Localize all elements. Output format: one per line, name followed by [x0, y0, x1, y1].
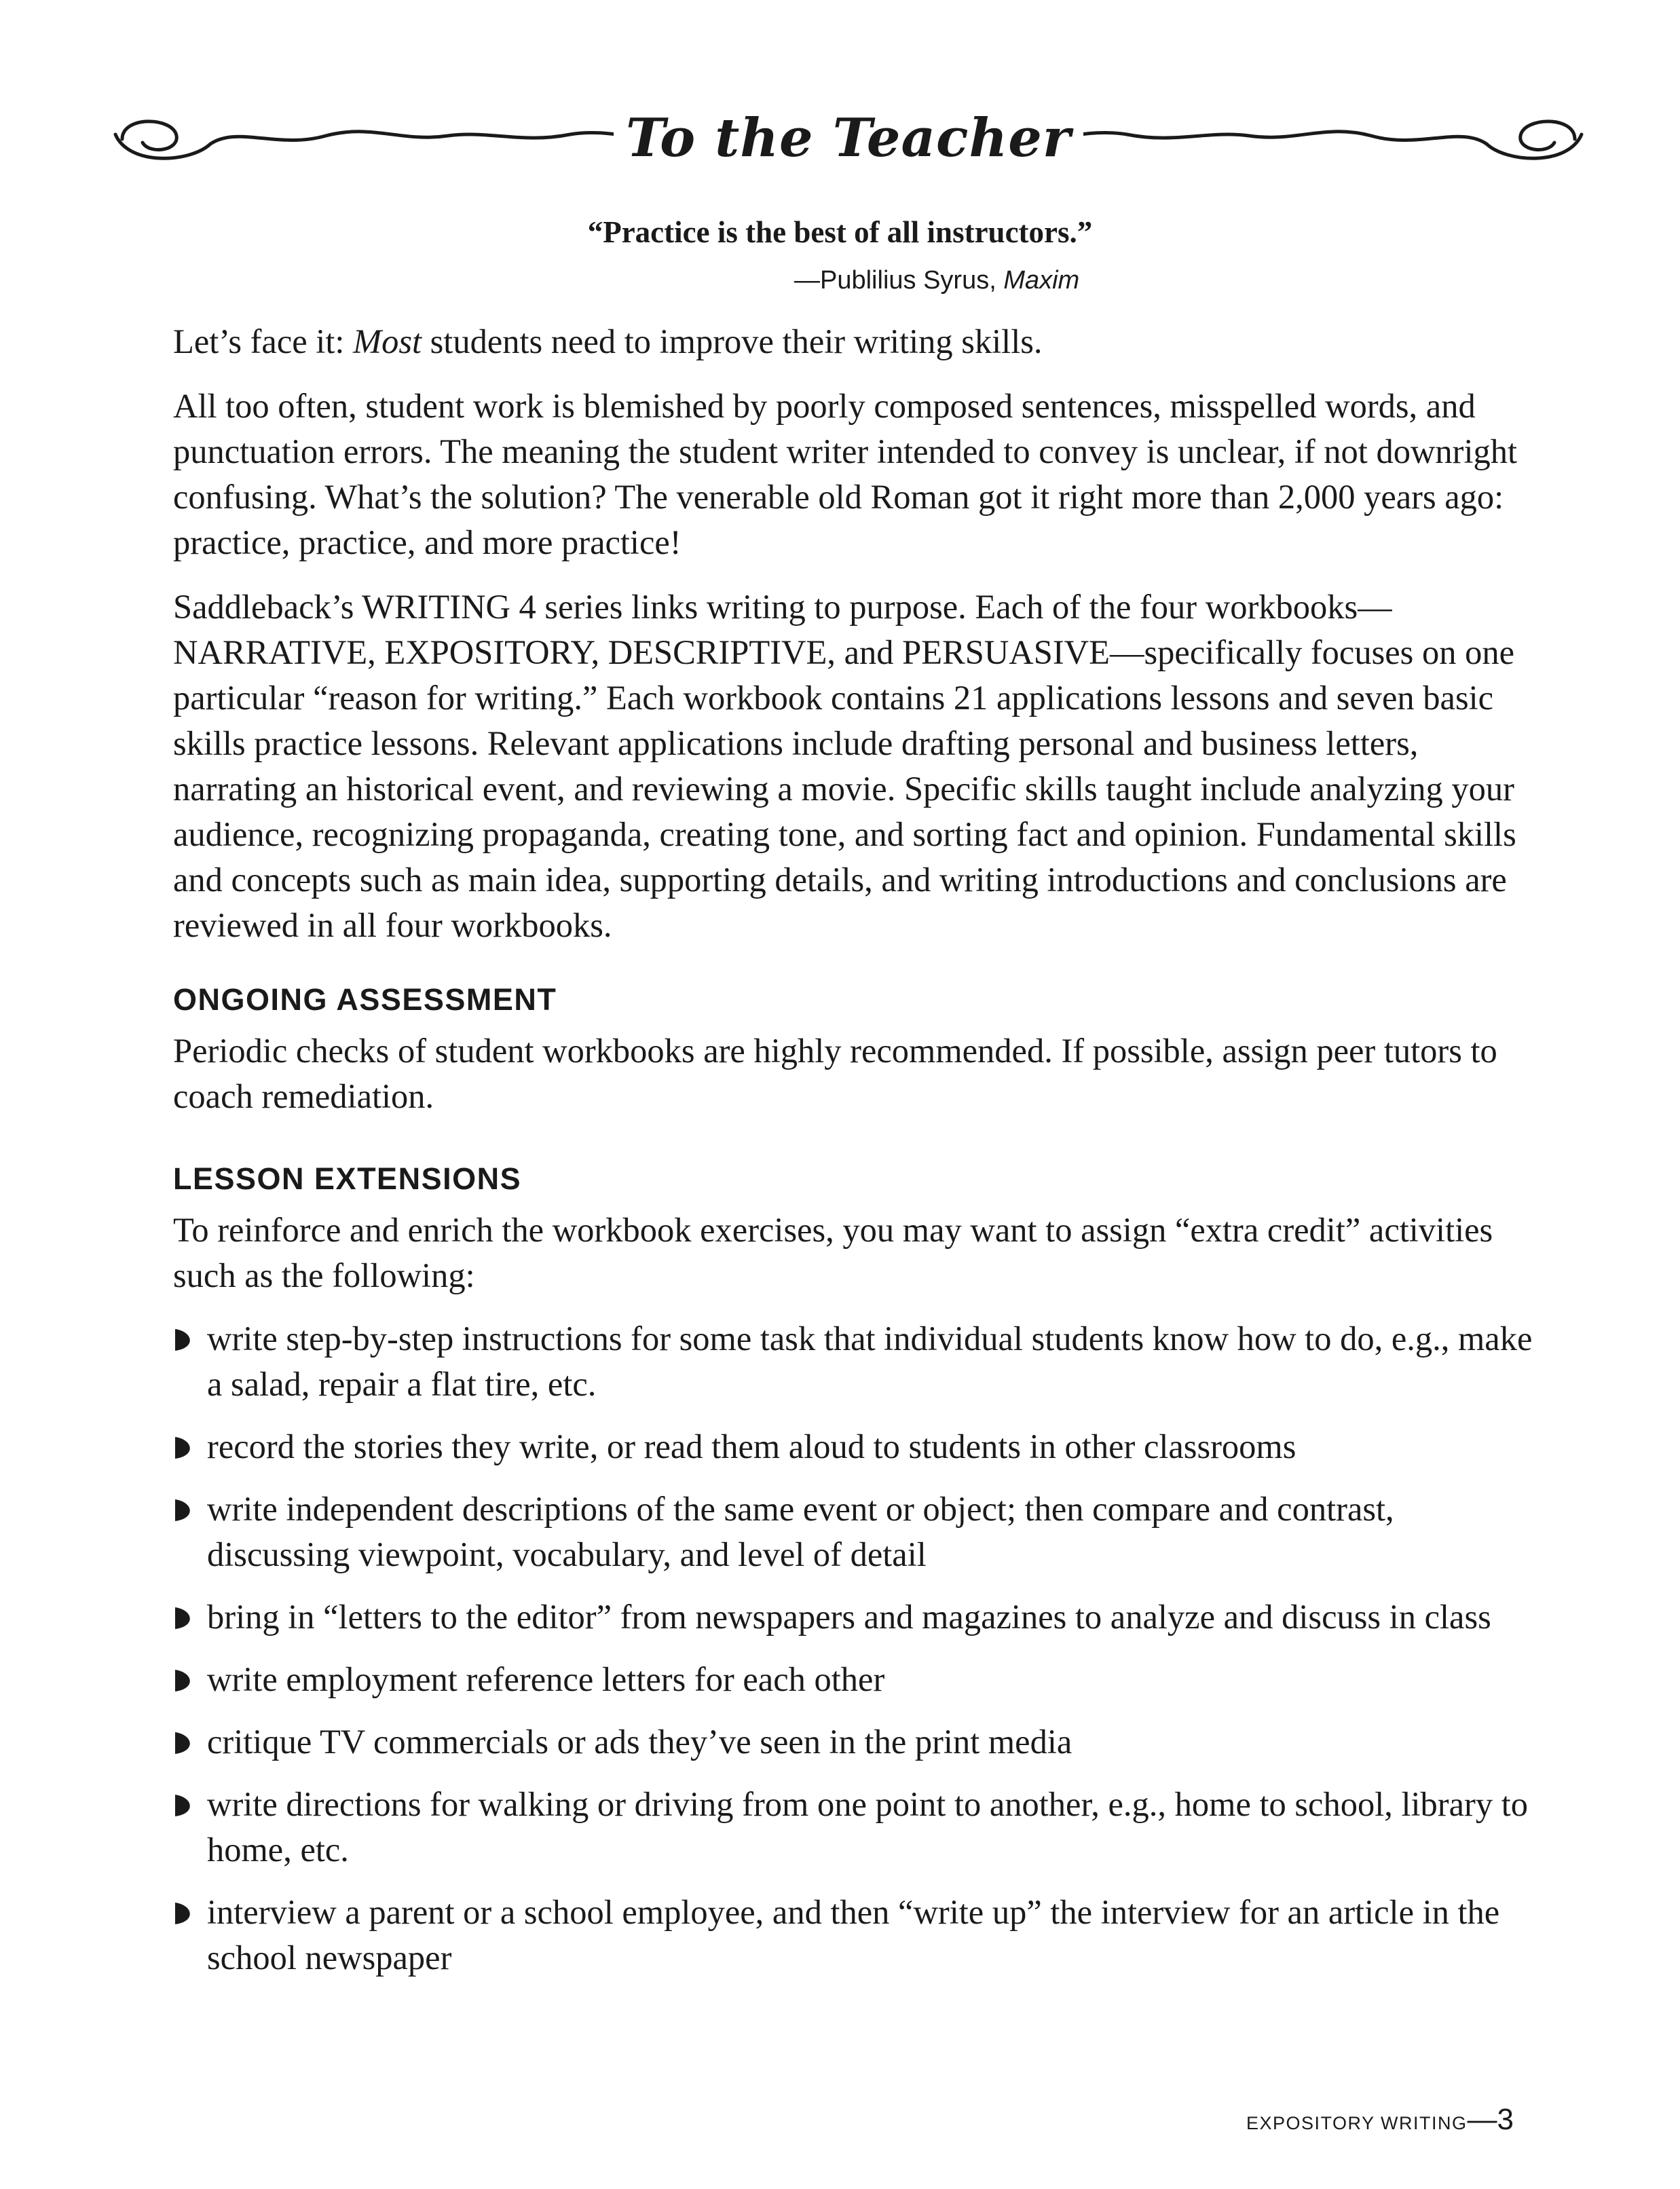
list-item: write independent descriptions of the same event or object; then compare and contrast, discussing viewpoint, vocabulary, and level of detail — [173, 1486, 1534, 1577]
page-footer — [1246, 2103, 1514, 2137]
list-item: write step-by-step instructions for some task that individual students know how to do, e.g., make a salad, repair a flat tire, etc. — [173, 1316, 1534, 1407]
page-title: To the Teacher — [109, 107, 1588, 169]
bullet-icon — [173, 1328, 196, 1352]
list-item: interview a parent or a school employee, and then “write up” the interview for an article in the school newspaper — [173, 1890, 1534, 1981]
bullet-icon — [173, 1901, 196, 1926]
bullet-icon — [173, 1606, 196, 1630]
paragraph: Saddleback’s WRITING 4 series links writing to purpose. Each of the four workbooks—NARRATIVE, EXPOSITORY, DESCRIPTIVE, and PERSUASIVE—specifically focuses on one particular “reason for writing.” Each workbook contains 21 applications lessons and seven basic skills practice lessons. Relevant applications include drafting personal and business letters, narrating an historical event, and reviewing a movie. Specific skills taught include analyzing your audience, recognizing propaganda, creating tone, and sorting fact and opinion. Fundamental skills and concepts such as main idea, supporting details, and writing introductions and conclusions are reviewed in all four workbooks. — [173, 588, 1516, 944]
extensions-intro: To reinforce and enrich the workbook exercises, you may want to assign “extra credit” activities such as the following: — [173, 1211, 1493, 1294]
list-item: write directions for walking or driving from one point to another, e.g., home to school, library to home, etc. — [173, 1782, 1534, 1873]
epigraph-attribution: —Publilius Syrus, Maxim — [794, 266, 1080, 295]
bullet-icon — [173, 1668, 196, 1693]
section-heading-extensions: LESSON EXTENSIONS — [173, 1161, 522, 1196]
bullet-icon — [173, 1498, 196, 1522]
title-banner — [109, 102, 1588, 176]
list-item: record the stories they write, or read them aloud to students in other classrooms — [173, 1424, 1534, 1470]
epigraph-quote: “Practice is the best of all instructors.” — [587, 215, 1093, 249]
list-item: write employment reference letters for each other — [173, 1657, 1534, 1702]
assessment-paragraph: Periodic checks of student workbooks are highly recommended. If possible, assign peer tutors to coach remediation. — [173, 1032, 1497, 1115]
paragraph: All too often, student work is blemished by poorly composed sentences, misspelled words, and punctuation errors. The meaning the student writer intended to convey is unclear, if not downright confusing. What’s the solution? The venerable old Roman got it right more than 2,000 years ago: practice, practice, and more practice! — [173, 387, 1518, 561]
book-title: EXPOSITORY WRITING — [1246, 2113, 1468, 2133]
body-text — [173, 319, 1534, 1998]
folio-dash: — — [1467, 2103, 1497, 2136]
section-heading-assessment: ONGOING ASSESSMENT — [173, 982, 557, 1017]
extension-list — [173, 1316, 1534, 1981]
intro-paragraph: Let’s face it: Most students need to improve their writing skills. — [173, 322, 1043, 360]
list-item: critique TV commercials or ads they’ve seen in the print media — [173, 1719, 1534, 1765]
list-item: bring in “letters to the editor” from newspapers and magazines to analyze and discuss in class — [173, 1594, 1534, 1640]
bullet-icon — [173, 1731, 196, 1755]
bullet-icon — [173, 1793, 196, 1818]
page-number: 3 — [1497, 2103, 1514, 2136]
bullet-icon — [173, 1436, 196, 1460]
